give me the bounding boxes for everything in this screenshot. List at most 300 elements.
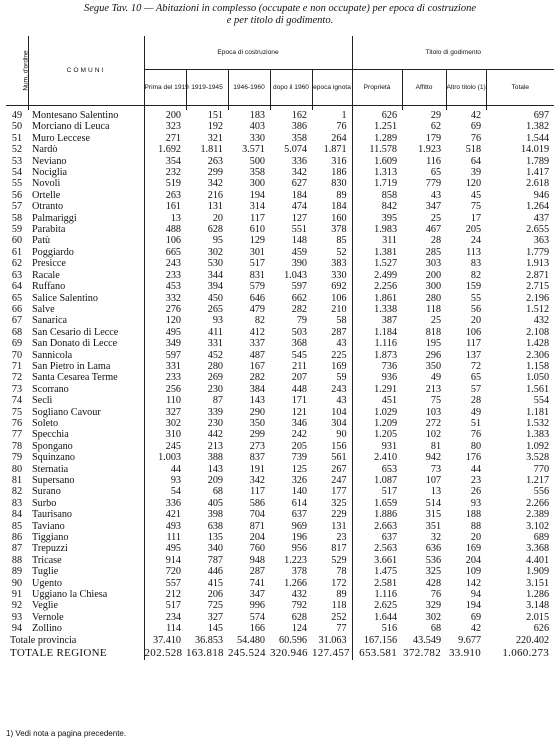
cell-value: 331: [144, 361, 186, 372]
cell-value: 830: [331, 178, 347, 190]
table-row: [6, 213, 554, 224]
row-number: 84: [11, 509, 23, 521]
cell-value: 233: [144, 270, 186, 281]
cell-value: 54: [144, 486, 186, 497]
cell-value: 1.811: [200, 144, 223, 156]
cell-value: 280: [207, 360, 223, 372]
comune-name: Ortelle: [32, 189, 61, 201]
cell-value: 936: [352, 372, 402, 383]
table-row: [6, 167, 554, 178]
cell-value: 3.151: [526, 577, 550, 589]
table-row: [6, 429, 554, 440]
cell-value: 332: [144, 293, 186, 304]
cell-value: 287: [331, 326, 347, 338]
cell-value: 2.625: [352, 600, 402, 611]
cell-value: 626: [352, 110, 402, 121]
total-value: 60.596: [278, 634, 307, 646]
cell-value: 517: [249, 258, 265, 270]
cell-value: 349: [144, 338, 186, 349]
cell-value: 28: [470, 395, 482, 407]
cell-value: 95: [212, 235, 223, 247]
data-table: [6, 36, 554, 660]
cell-value: 243: [144, 258, 186, 269]
cell-value: 3.528: [526, 452, 550, 464]
comune-name: Nardò: [32, 144, 58, 156]
cell-value: 405: [207, 497, 223, 509]
comune-name: Palmariggi: [32, 212, 77, 224]
cell-value: 323: [144, 121, 186, 132]
cell-value: 177: [331, 486, 347, 498]
cell-value: 1.544: [526, 132, 550, 144]
comune-name: Presicce: [32, 258, 66, 270]
cell-value: 1.158: [526, 360, 550, 372]
cell-value: 88: [470, 520, 482, 532]
table-row: [6, 156, 554, 167]
cell-value: 25: [430, 315, 442, 327]
cell-value: 120: [144, 315, 186, 326]
cell-value: 1.050: [526, 372, 550, 384]
footnote: 1) Vedi nota a pagina precedente.: [6, 729, 127, 738]
cell-value: 311: [352, 235, 402, 246]
cell-value: 1.644: [352, 612, 402, 623]
cell-value: 206: [207, 589, 223, 601]
table-row: [6, 178, 554, 189]
cell-value: 49: [430, 372, 442, 384]
row-number: 73: [11, 383, 23, 395]
cell-value: 125: [291, 463, 307, 475]
cell-value: 90: [336, 429, 347, 441]
cell-value: 421: [144, 509, 186, 520]
total-value: 372.782: [403, 646, 442, 659]
cell-value: 300: [425, 281, 442, 293]
comune-name: Scorrano: [32, 383, 69, 395]
cell-value: 437: [533, 212, 550, 224]
cell-value: 665: [144, 247, 186, 258]
cell-value: 383: [331, 258, 347, 270]
cell-value: 83: [470, 258, 482, 270]
cell-value: 124: [291, 623, 307, 635]
cell-value: 57: [470, 383, 482, 395]
cell-value: 314: [249, 201, 265, 213]
row-number: 53: [11, 155, 23, 167]
cell-value: 637: [352, 532, 402, 543]
table-row: [6, 395, 554, 406]
cell-value: 196: [291, 532, 307, 544]
comune-name: Poggiardo: [32, 246, 74, 258]
table-row: [6, 532, 554, 543]
table-row: [6, 281, 554, 292]
cell-value: 347: [425, 201, 442, 213]
cell-value: 131: [207, 201, 223, 213]
cell-value: 75: [430, 395, 442, 407]
cell-value: 495: [144, 543, 186, 554]
cell-value: 85: [336, 235, 347, 247]
table-row: [6, 464, 554, 475]
cell-value: 263: [144, 190, 186, 201]
table-row: [6, 509, 554, 520]
cell-value: 230: [207, 417, 223, 429]
total-value: 245.524: [228, 646, 266, 659]
row-number: 77: [11, 429, 23, 441]
cell-value: 453: [144, 281, 186, 292]
cell-value: 120: [465, 178, 482, 190]
row-number: 78: [11, 440, 23, 452]
total-label: TOTALE REGIONE: [10, 646, 107, 659]
cell-value: 26: [470, 486, 482, 498]
table-row: [6, 498, 554, 509]
cell-value: 194: [465, 600, 482, 612]
cell-value: 614: [291, 497, 307, 509]
cell-value: 232: [144, 167, 186, 178]
cell-value: 1.475: [352, 566, 402, 577]
cell-value: 398: [207, 509, 223, 521]
table-row: [6, 190, 554, 201]
cell-value: 741: [249, 577, 265, 589]
cell-value: 331: [207, 338, 223, 350]
cell-value: 194: [249, 189, 265, 201]
cell-value: 167: [249, 360, 265, 372]
cell-value: 89: [336, 589, 347, 601]
cell-value: 204: [465, 554, 482, 566]
cell-value: 1.251: [352, 121, 402, 132]
cell-value: 1.003: [144, 452, 186, 463]
cell-value: 76: [430, 589, 442, 601]
cell-value: 230: [207, 383, 223, 395]
row-number: 62: [11, 258, 23, 270]
cell-value: 137: [465, 349, 482, 361]
cell-value: 184: [331, 201, 347, 213]
cell-value: 697: [533, 110, 550, 121]
cell-value: 1.116: [352, 589, 402, 600]
cell-value: 43: [430, 189, 442, 201]
cell-value: 3.368: [526, 543, 550, 555]
cell-value: 626: [533, 623, 550, 635]
cell-value: 160: [331, 212, 347, 224]
cell-value: 51: [470, 417, 482, 429]
cell-value: 350: [425, 360, 442, 372]
cell-value: 23: [470, 475, 482, 486]
table-row: [6, 133, 554, 144]
cell-value: 176: [465, 452, 482, 464]
cell-value: 282: [291, 303, 307, 315]
cell-value: 131: [331, 520, 347, 532]
cell-value: 118: [331, 600, 347, 612]
cell-value: 49: [470, 406, 482, 418]
cell-value: 109: [465, 566, 482, 578]
table-row: [6, 224, 554, 235]
comune-name: Salice Salentino: [32, 292, 98, 304]
cell-value: 300: [249, 178, 265, 190]
cell-value: 336: [144, 498, 186, 509]
cell-value: 172: [331, 577, 347, 589]
table-row: [6, 384, 554, 395]
total-value: 320.946: [270, 646, 308, 659]
cell-value: 579: [249, 281, 265, 293]
total-value: 220.402: [515, 634, 550, 646]
cell-value: 1.886: [352, 509, 402, 520]
cell-value: 403: [249, 121, 265, 133]
cell-value: 394: [207, 281, 223, 293]
cell-value: 140: [291, 486, 307, 498]
cell-value: 106: [465, 326, 482, 338]
cell-value: 192: [207, 121, 223, 133]
cell-value: 191: [249, 463, 265, 475]
cell-value: 89: [336, 189, 347, 201]
table-row: [6, 361, 554, 372]
cell-value: 264: [331, 132, 347, 144]
cell-value: 2.266: [526, 497, 550, 509]
cell-value: 628: [207, 224, 223, 236]
cell-value: 627: [291, 178, 307, 190]
cell-value: 1.116: [352, 338, 402, 349]
cell-value: 384: [249, 383, 265, 395]
row-number: 87: [11, 543, 23, 555]
cell-value: 1.184: [352, 327, 402, 338]
cell-value: 3.661: [352, 555, 402, 566]
cell-value: 78: [336, 566, 347, 578]
cell-value: 337: [249, 338, 265, 350]
cell-value: 204: [249, 532, 265, 544]
cell-value: 117: [466, 338, 482, 350]
comune-name: Sogliano Cavour: [32, 406, 101, 418]
cell-value: 82: [470, 269, 482, 281]
row-number: 82: [11, 486, 23, 498]
table-row: [6, 315, 554, 326]
cell-value: 387: [352, 315, 402, 326]
cell-value: 143: [207, 463, 223, 475]
cell-value: 326: [291, 475, 307, 486]
comune-name: Sternatia: [32, 463, 69, 475]
col-header: Prima del 1919: [144, 70, 186, 106]
cell-value: 347: [249, 589, 265, 601]
cell-value: 1.313: [352, 167, 402, 178]
cell-value: 148: [291, 235, 307, 247]
total-provincia-row: [6, 635, 554, 647]
cell-value: 1.609: [352, 156, 402, 167]
cell-value: 1.092: [526, 440, 550, 452]
cell-value: 479: [249, 303, 265, 315]
comune-name: Zollino: [32, 623, 62, 635]
cell-value: 58: [336, 315, 347, 327]
row-number: 91: [11, 589, 23, 601]
cell-value: 1.779: [526, 246, 550, 258]
cell-value: 327: [144, 407, 186, 418]
cell-value: 302: [425, 611, 442, 623]
cell-value: 551: [291, 224, 307, 236]
cell-value: 135: [207, 532, 223, 544]
cell-value: 689: [533, 532, 550, 544]
total-value: 1.060.273: [502, 646, 550, 659]
cell-value: 1.923: [418, 144, 442, 156]
cell-value: 62: [430, 121, 442, 133]
cell-value: 142: [465, 577, 482, 589]
cell-value: 143: [249, 395, 265, 407]
row-number: 51: [11, 132, 23, 144]
cell-value: 3.148: [526, 600, 550, 612]
epoca-group-header: Epoca di costruzione: [144, 36, 352, 70]
title-line-1: Segue Tav. 10 — Abitazioni in complesso (occupate e non occupate) per epoca di costruzione: [83, 3, 477, 14]
cell-value: 184: [291, 189, 307, 201]
cell-value: 290: [249, 406, 265, 418]
cell-value: 519: [144, 178, 186, 189]
row-number: 60: [11, 235, 23, 247]
cell-value: 574: [249, 611, 265, 623]
total-value: 43.549: [413, 634, 442, 646]
cell-value: 200: [425, 269, 442, 281]
cell-value: 127: [291, 212, 307, 224]
cell-value: 299: [249, 429, 265, 441]
cell-value: 1.181: [526, 406, 550, 418]
cell-value: 44: [470, 463, 482, 475]
cell-value: 2.015: [526, 611, 550, 623]
cell-value: 1.383: [526, 429, 550, 441]
row-number: 92: [11, 600, 23, 612]
cell-value: 557: [144, 578, 186, 589]
cell-value: 229: [331, 509, 347, 521]
cell-value: 77: [336, 623, 347, 635]
cell-value: 871: [249, 520, 265, 532]
col-header: Proprietà: [352, 70, 402, 106]
cell-value: 216: [207, 189, 223, 201]
cell-value: 725: [207, 600, 223, 612]
comune-name: Trepuzzi: [32, 543, 68, 555]
cell-value: 299: [207, 167, 223, 179]
cell-value: 315: [425, 509, 442, 521]
cell-value: 787: [207, 554, 223, 566]
cell-value: 1.909: [526, 566, 550, 578]
cell-value: 517: [144, 600, 186, 611]
cell-value: 432: [291, 589, 307, 601]
cell-value: 1: [341, 110, 347, 121]
cell-value: 386: [291, 121, 307, 133]
cell-value: 301: [249, 246, 265, 258]
cell-value: 282: [249, 372, 265, 384]
col-header: Affitto: [402, 70, 446, 106]
cell-value: 1.223: [284, 554, 307, 566]
cell-value: 113: [466, 246, 482, 258]
cell-value: 195: [425, 338, 442, 350]
cell-value: 628: [291, 611, 307, 623]
cell-value: 263: [207, 155, 223, 167]
cell-value: 17: [470, 212, 482, 224]
row-number: 90: [11, 577, 23, 589]
cell-value: 638: [207, 520, 223, 532]
cell-value: 93: [470, 497, 482, 509]
cell-value: 75: [470, 201, 482, 213]
cell-value: 271: [144, 133, 186, 144]
cell-value: 442: [207, 429, 223, 441]
cell-value: 14.019: [521, 144, 550, 156]
row-number: 86: [11, 532, 23, 544]
table-row: [6, 144, 554, 155]
cell-value: 610: [249, 224, 265, 236]
row-number: 93: [11, 611, 23, 623]
cell-value: 4.401: [526, 554, 550, 566]
cell-value: 20: [470, 315, 482, 327]
cell-value: 1.209: [352, 418, 402, 429]
cell-value: 474: [291, 201, 307, 213]
row-number: 74: [11, 395, 23, 407]
comune-name: Taviano: [32, 520, 65, 532]
cell-value: 412: [249, 326, 265, 338]
comune-name: Muro Leccese: [32, 132, 90, 144]
cell-value: 59: [336, 372, 347, 384]
cell-value: 276: [144, 304, 186, 315]
cell-value: 344: [207, 269, 223, 281]
cell-value: 151: [207, 110, 223, 121]
cell-value: 39: [470, 167, 482, 179]
cell-value: 265: [207, 303, 223, 315]
cell-value: 233: [144, 372, 186, 383]
cell-value: 117: [250, 212, 265, 224]
comune-name: Tuglie: [32, 566, 59, 578]
cell-value: 73: [430, 463, 442, 475]
comune-name: Supersano: [32, 475, 75, 486]
cell-value: 245: [144, 441, 186, 452]
cell-value: 209: [207, 475, 223, 486]
cell-value: 52: [336, 246, 347, 258]
row-number: 55: [11, 178, 23, 190]
cell-value: 1.286: [526, 589, 550, 601]
cell-value: 205: [465, 224, 482, 236]
comune-name: Montesano Salentino: [32, 110, 119, 121]
cell-value: 1.532: [526, 417, 550, 429]
cell-value: 76: [470, 429, 482, 441]
cell-value: 3.571: [242, 144, 265, 156]
cell-value: 1.659: [352, 498, 402, 509]
cell-value: 303: [425, 258, 442, 270]
comune-name: San Donato di Lecce: [32, 338, 118, 350]
row-number: 66: [11, 303, 23, 315]
cell-value: 450: [207, 292, 223, 304]
cell-value: 493: [144, 521, 186, 532]
cell-value: 529: [331, 554, 347, 566]
cell-value: 1.913: [526, 258, 550, 270]
cell-value: 411: [208, 326, 223, 338]
cell-value: 561: [331, 452, 347, 464]
cell-value: 69: [470, 611, 482, 623]
total-regione-row: [6, 647, 554, 660]
cell-value: 114: [144, 623, 186, 634]
cell-value: 1.029: [352, 407, 402, 418]
cell-value: 1.043: [284, 269, 307, 281]
cell-value: 760: [249, 543, 265, 555]
cell-value: 42: [470, 110, 482, 121]
cell-value: 2.499: [352, 270, 402, 281]
cell-value: 169: [331, 360, 347, 372]
cell-value: 234: [144, 612, 186, 623]
cell-value: 1.205: [352, 429, 402, 440]
cell-value: 646: [249, 292, 265, 304]
cell-value: 296: [425, 349, 442, 361]
cell-value: 1.382: [526, 121, 550, 133]
cell-value: 82: [254, 315, 265, 327]
cell-value: 653: [352, 464, 402, 475]
row-number: 80: [11, 463, 23, 475]
table-row: [6, 304, 554, 315]
cell-value: 503: [291, 326, 307, 338]
row-number: 59: [11, 224, 23, 236]
comune-name: Sanarica: [32, 315, 68, 327]
total-value: 31.063: [318, 634, 347, 646]
cell-value: 302: [207, 246, 223, 258]
comune-name: Nociglia: [32, 167, 68, 179]
table-row: [6, 486, 554, 497]
cell-value: 183: [249, 110, 265, 121]
comune-name: Parabita: [32, 224, 66, 236]
table-row: [6, 407, 554, 418]
cell-value: 205: [291, 440, 307, 452]
